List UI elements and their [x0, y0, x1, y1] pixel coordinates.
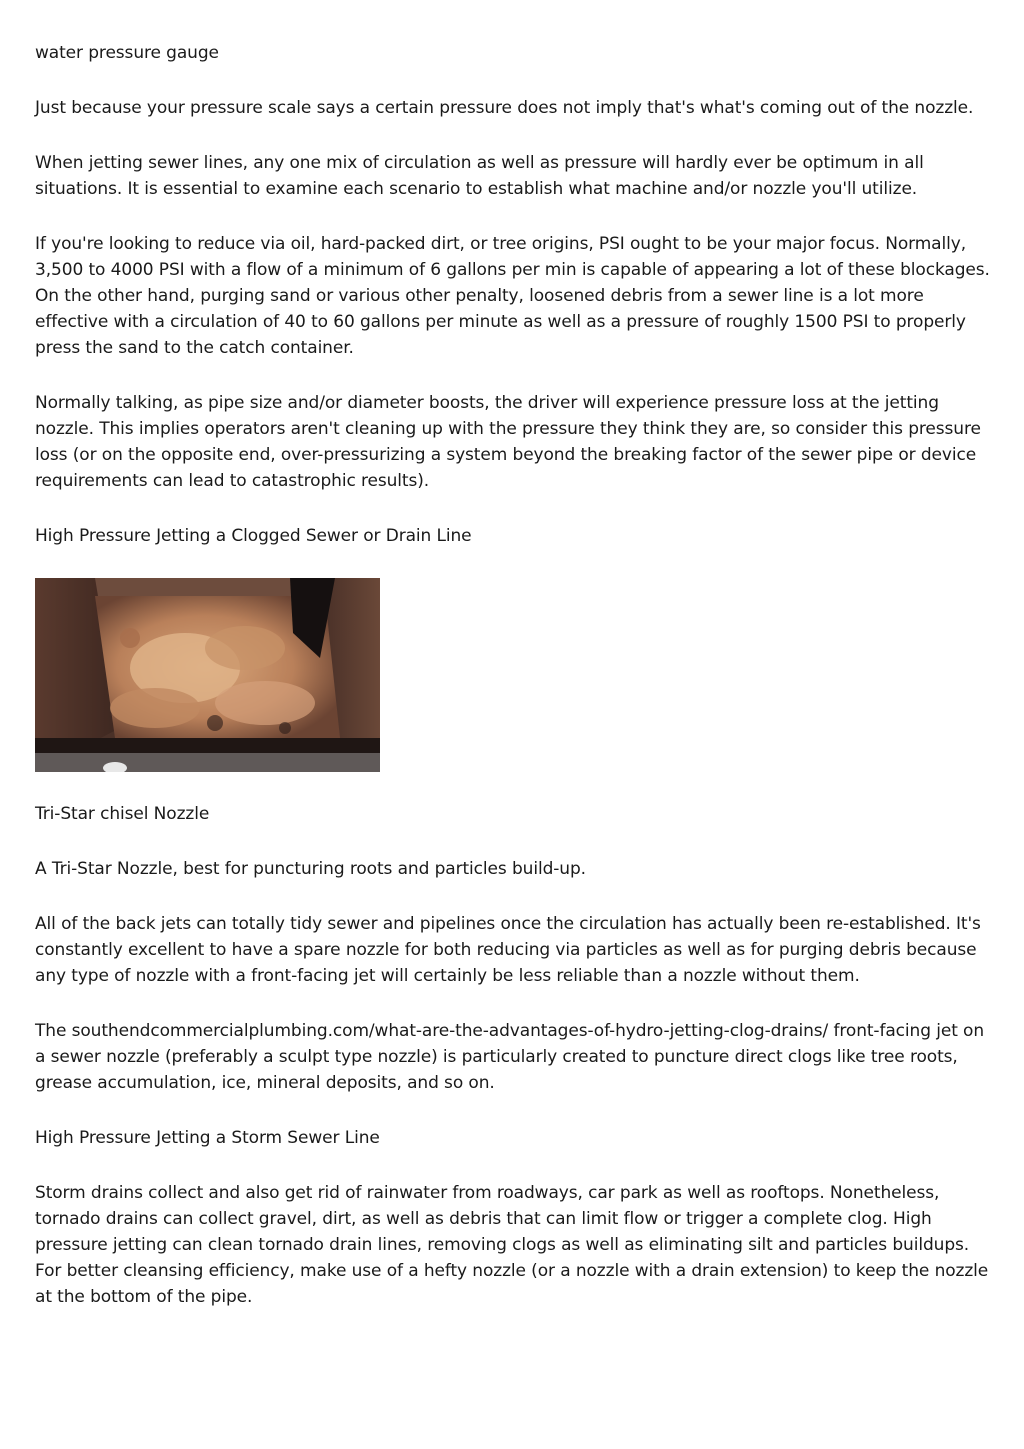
paragraph-psi-focus: If you're looking to reduce via oil, hard-packed dirt, or tree origins, PSI ought to be your major focus. Normally, 3,500 to 4000 PSI with a flow of a minimum of 6 gallons per min is capable of appearing a lot of these blockages. On the other hand, purging sand or various other penalty, loosened debris from a sewer line is a lot more effective with a circulation of 40 to 60 gallons per minute as well as a pressure of roughly 1500 PSI to properly press the sand to the catch container.	[35, 234, 990, 358]
paragraph-back-jets: All of the back jets can totally tidy sewer and pipelines once the circulation has actually been re-established. It's constantly excellent to have a spare nozzle for both reducing via particles as well as for purging debris because any type of nozzle with a front-facing jet will certainly be less reliable than a nozzle without them.	[35, 914, 981, 986]
paragraph-pressure-scale: Just because your pressure scale says a certain pressure does not imply that's what's coming out of the nozzle.	[35, 98, 974, 118]
paragraph-pressure-loss: Normally talking, as pipe size and/or diameter boosts, the driver will experience pressure loss at the jetting nozzle. This implies operators aren't cleaning up with the pressure they think they are, so consider this pressure loss (or on the opposite end, over-pressurizing a system beyond the breaking factor of the sewer pipe or device requirements can lead to catastrophic results).	[35, 393, 981, 491]
paragraph-tri-star-nozzle: A Tri-Star Nozzle, best for puncturing roots and particles build-up.	[35, 859, 586, 879]
paragraph-water-pressure-gauge: water pressure gauge	[35, 43, 219, 63]
paragraph-front-facing-jet: The southendcommercialplumbing.com/what-are-the-advantages-of-hydro-jetting-clog-drains/ front-facing jet on a sewer nozzle (preferably a sculpt type nozzle) is particularly created to puncture direct clogs like tree roots, grease accumulation, ice, mineral deposits, and so on.	[35, 1021, 985, 1093]
paragraph-jetting-sewer-lines: When jetting sewer lines, any one mix of circulation as well as pressure will hardly ever be optimum in all situations. It is essential to examine each scenario to establish what machine and/or nozzle you'll utilize.	[35, 153, 924, 199]
heading-clogged-sewer: High Pressure Jetting a Clogged Sewer or Drain Line	[35, 526, 472, 546]
article-body	[35, 40, 995, 1339]
caption-tri-star-chisel: Tri-Star chisel Nozzle	[35, 804, 210, 824]
heading-storm-sewer: High Pressure Jetting a Storm Sewer Line	[35, 1128, 380, 1148]
paragraph-storm-drains: Storm drains collect and also get rid of rainwater from roadways, car park as well as rooftops. Nonetheless, tornado drains can collect gravel, dirt, as well as debris that can limit flow or trigger a complete clog. High pressure jetting can clean tornado drain lines, removing clogs as well as eliminating silt and particles buildups. For better cleansing efficiency, make use of a hefty nozzle (or a nozzle with a drain extension) to keep the nozzle at the bottom of the pipe.	[35, 1183, 989, 1307]
clogged-drain-photo	[35, 578, 380, 772]
